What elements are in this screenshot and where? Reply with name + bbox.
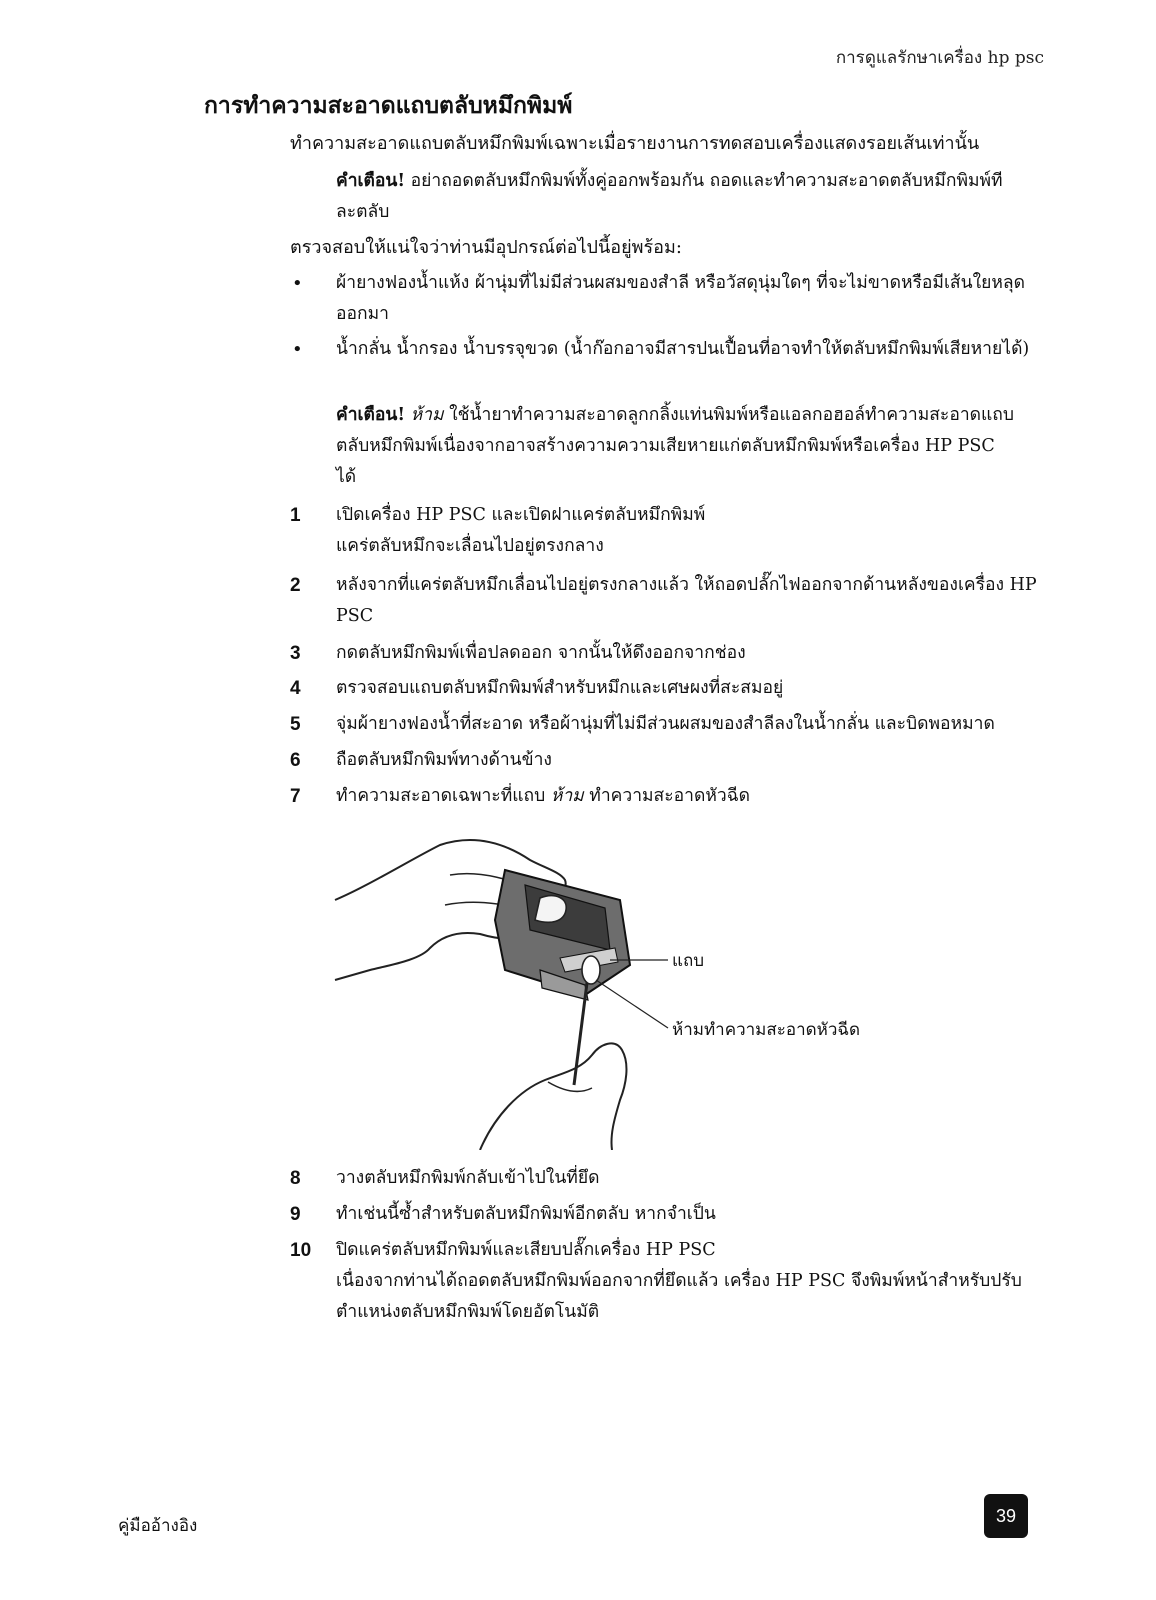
lower-hand (480, 1043, 626, 1150)
step-text: ทำความสะอาดหัวฉีด (589, 786, 750, 806)
running-header: การดูแลรักษาเครื่อง hp psc (835, 48, 1044, 68)
warning-label: คำเตือน! (336, 171, 406, 191)
step-text: เปิดเครื่อง HP PSC และเปิดฝาแคร่ตลับหมึกพิมพ์ (336, 505, 706, 525)
step-number: 10 (290, 1240, 312, 1261)
step-text: จุ่มผ้ายางฟองน้ำที่สะอาด หรือผ้านุ่มที่ไม่มีส่วนผสมของสำลีลงในน้ำกลั่น และบิดพอหมาด (336, 714, 995, 734)
step-text: หลังจากที่แคร่ตลับหมึกเลื่อนไปอยู่ตรงกลางแล้ว ให้ถอดปลั๊กไฟออกจากด้านหลังของเครื่อง HP PSC (336, 575, 1037, 626)
bullet-text: ผ้ายางฟองน้ำแห้ง ผ้านุ่มที่ไม่มีส่วนผสมของสำลี หรือวัสดุนุ่มใดๆ ที่จะไม่ขาดหรือมีเส้นใยหลุดออกมา (336, 273, 1026, 324)
checklist-intro: ตรวจสอบให้แน่ใจว่าท่านมีอุปกรณ์ต่อไปนี้อยู่พร้อม: (290, 237, 682, 258)
step-subtext: เนื่องจากท่านได้ถอดตลับหมึกพิมพ์ออกจากที่ยึดแล้ว เครื่อง HP PSC จึงพิมพ์หน้าสำหรับปรับตำแหน่งตลับหมึกพิมพ์โดยอัตโนมัติ (336, 1271, 1022, 1322)
step-number: 5 (290, 714, 301, 735)
step-number: 1 (290, 505, 301, 526)
warning-text: ใช้น้ำยาทำความสะอาดลูกกลิ้งแท่นพิมพ์หรือแอลกอฮอล์ทำความสะอาดแถบตลับหมึกพิมพ์เนื่องจากอาจสร้างความความเสียหายแก่ตลับหมึกพิมพ์หรือเครื่อง HP PSC ได้ (336, 405, 1015, 487)
warning-block-2 (336, 400, 1016, 493)
step-number: 7 (290, 786, 301, 807)
step-number: 2 (290, 575, 301, 596)
step-emphasis: ห้าม (550, 786, 584, 806)
step-text: ถือตลับหมึกพิมพ์ทางด้านข้าง (336, 750, 552, 770)
cartridge-cleaning-illustration (330, 830, 890, 1150)
callout-strip-label: แถบ (672, 951, 705, 971)
bullet-text: น้ำกลั่น น้ำกรอง น้ำบรรจุขวด (น้ำก๊อกอาจมีสารปนเปื้อนที่อาจทำให้ตลับหมึกพิมพ์เสียหายได้) (336, 339, 1030, 359)
page-number-badge: 39 (984, 1494, 1028, 1538)
bullet-icon: • (292, 273, 303, 294)
step-subtext: แคร่ตลับหมึกจะเลื่อนไปอยู่ตรงกลาง (336, 536, 604, 556)
step-number: 6 (290, 750, 301, 771)
step-text: ปิดแคร่ตลับหมึกพิมพ์และเสียบปลั๊กเครื่อง HP PSC (336, 1240, 716, 1260)
step-number: 4 (290, 678, 301, 699)
footer-title: คู่มืออ้างอิง (118, 1516, 198, 1536)
warning-label: คำเตือน! (336, 405, 406, 425)
warning-emphasis: ห้าม (410, 405, 444, 425)
section-title: การทำความสะอาดแถบตลับหมึกพิมพ์ (204, 92, 573, 119)
step-number: 9 (290, 1204, 301, 1225)
step-number: 3 (290, 643, 301, 664)
step-text: ตรวจสอบแถบตลับหมึกพิมพ์สำหรับหมึกและเศษผงที่สะสมอยู่ (336, 678, 784, 698)
step-text: ทำเช่นนี้ซ้ำสำหรับตลับหมึกพิมพ์อีกตลับ หากจำเป็น (336, 1204, 716, 1224)
bullet-icon: • (292, 339, 303, 360)
step-text: กดตลับหมึกพิมพ์เพื่อปลดออก จากนั้นให้ดึงออกจากช่อง (336, 643, 746, 663)
step-text: วางตลับหมึกพิมพ์กลับเข้าไปในที่ยึด (336, 1168, 600, 1188)
step-number: 8 (290, 1168, 301, 1189)
warning-block-1 (336, 166, 1016, 228)
warning-text: อย่าถอดตลับหมึกพิมพ์ทั้งคู่ออกพร้อมกัน ถอดและทำความสะอาดตลับหมึกพิมพ์ทีละตลับ (336, 171, 1003, 222)
step-text: ทำความสะอาดเฉพาะที่แถบ (336, 786, 546, 806)
callout-nozzle-label: ห้ามทำความสะอาดหัวฉีด (672, 1020, 861, 1040)
intro-paragraph: ทำความสะอาดแถบตลับหมึกพิมพ์เฉพาะเมื่อรายงานการทดสอบเครื่องแสดงรอยเส้นเท่านั้น (290, 133, 980, 154)
